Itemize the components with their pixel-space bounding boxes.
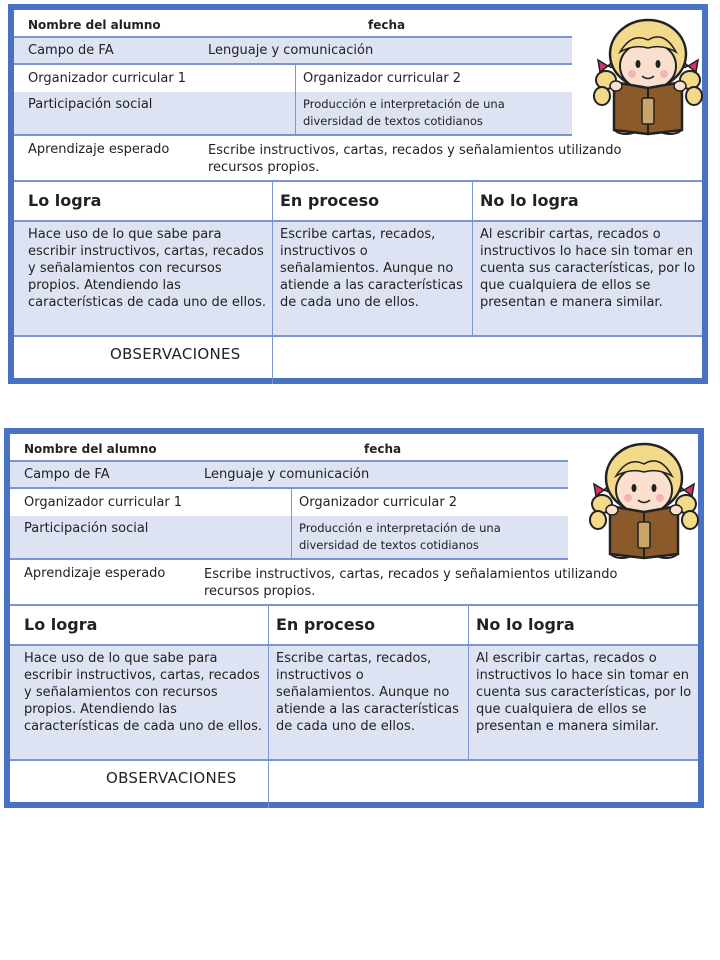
criteria-in-progress: Escribe cartas, recados, instructivos o señalamientos. Aunque no atiende a las características de cada uno de ellos. <box>280 227 463 310</box>
organizer-2-value: Producción e interpretación de una diversidad de textos cotidianos <box>303 97 505 128</box>
learning-label: Aprendizaje esperado <box>24 566 166 581</box>
column-head-not-achieved: No lo logra <box>480 191 579 210</box>
organizer-2-label: Organizador curricular 2 <box>303 71 462 86</box>
column-header-row <box>14 182 702 220</box>
student-row <box>14 10 572 36</box>
criteria-not-achieved: Al escribir cartas, recados o instructivos lo hace sin tomar en cuenta sus características, por lo que cualquiera de ellos se presentan e manera similar. <box>480 227 696 310</box>
column-divider <box>272 182 273 384</box>
learning-value: Escribe instructivos, cartas, recados y señalamientos utilizando recursos propios. <box>208 143 622 175</box>
date-label: fecha <box>368 18 406 32</box>
observations-label: OBSERVACIONES <box>106 769 237 787</box>
criteria-row <box>10 646 698 759</box>
column-header-row <box>10 606 698 644</box>
criteria-row <box>14 222 702 335</box>
learning-row <box>14 136 714 180</box>
column-head-in-progress: En proceso <box>276 615 376 634</box>
campo-label: Campo de FA <box>28 43 114 58</box>
organizer-1-label: Organizador curricular 1 <box>24 495 183 510</box>
date-label: fecha <box>364 442 402 456</box>
campo-value: Lenguaje y comunicación <box>208 43 374 58</box>
observations-label: OBSERVACIONES <box>110 345 241 363</box>
observations-row <box>14 337 702 384</box>
organizer-1-value: Participación social <box>28 97 153 112</box>
campo-value: Lenguaje y comunicación <box>204 467 370 482</box>
learning-label: Aprendizaje esperado <box>28 142 170 157</box>
campo-row <box>10 462 568 487</box>
campo-label: Campo de FA <box>24 467 110 482</box>
student-name-label: Nombre del alumno <box>24 442 157 456</box>
column-head-not-achieved: No lo logra <box>476 615 575 634</box>
organizer-divider <box>295 65 296 134</box>
campo-row <box>14 38 572 63</box>
criteria-achieved: Hace uso de lo que sabe para escribir instructivos, cartas, recados y señalamientos con recursos propios. Atendiendo las características de cada uno de ellos. <box>24 651 262 734</box>
column-divider <box>268 606 269 808</box>
learning-value: Escribe instructivos, cartas, recados y señalamientos utilizando recursos propios. <box>204 567 618 599</box>
column-divider <box>468 606 469 759</box>
organizer-2-value: Producción e interpretación de una diversidad de textos cotidianos <box>299 521 501 552</box>
column-head-in-progress: En proceso <box>280 191 380 210</box>
organizer-value-row <box>10 516 568 558</box>
card-body <box>14 10 702 378</box>
criteria-not-achieved: Al escribir cartas, recados o instructivos lo hace sin tomar en cuenta sus características, por lo que cualquiera de ellos se presentan e manera similar. <box>476 651 692 734</box>
column-divider <box>472 182 473 335</box>
card-body <box>10 434 698 802</box>
girl-reading-illustration <box>592 14 704 136</box>
organizer-header-row <box>10 489 568 516</box>
learning-row <box>10 560 710 604</box>
organizer-header-row <box>14 65 572 92</box>
student-name-label: Nombre del alumno <box>28 18 161 32</box>
student-row <box>10 434 568 460</box>
criteria-achieved: Hace uso de lo que sabe para escribir instructivos, cartas, recados y señalamientos con recursos propios. Atendiendo las características de cada uno de ellos. <box>28 227 266 310</box>
organizer-value-row <box>14 92 572 134</box>
girl-reading-illustration <box>588 438 700 560</box>
evaluation-card-1 <box>8 4 708 384</box>
criteria-in-progress: Escribe cartas, recados, instructivos o señalamientos. Aunque no atiende a las características de cada uno de ellos. <box>276 651 459 734</box>
column-head-achieved: Lo logra <box>24 615 98 634</box>
organizer-1-value: Participación social <box>24 521 149 536</box>
column-head-achieved: Lo logra <box>28 191 102 210</box>
evaluation-card-2 <box>4 428 704 808</box>
organizer-1-label: Organizador curricular 1 <box>28 71 187 86</box>
organizer-divider <box>291 489 292 558</box>
observations-row <box>10 761 698 808</box>
organizer-2-label: Organizador curricular 2 <box>299 495 458 510</box>
